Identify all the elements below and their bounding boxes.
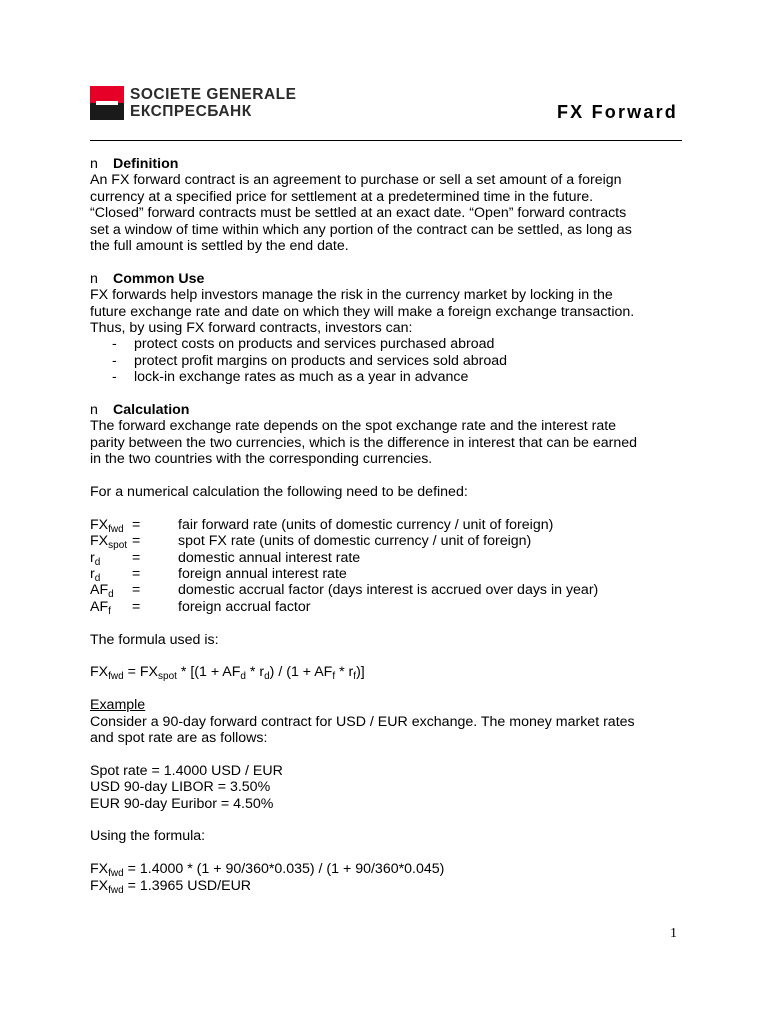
bullet: n — [90, 270, 98, 287]
variable-definition: $r_d$ = foreign annual interest rate — [90, 566, 347, 585]
calculation-intro: For a numerical calculation the following need to be defined: — [90, 484, 468, 501]
header-rule — [90, 140, 682, 141]
rate-line: EUR 90-day Euribor = 4.50% — [90, 795, 274, 812]
variable-definition: $r_d$ = domestic annual interest rate — [90, 549, 361, 568]
calculation-heading: n Calculation — [90, 402, 190, 419]
document-body — [90, 156, 690, 894]
list-item: - lock-in exchange rates as much as a year in advance — [112, 369, 469, 386]
rate-line: Spot rate = 1.4000 USD / EUR — [90, 762, 283, 779]
logo-mark-icon — [90, 86, 124, 120]
fx-forward-formula: $FX_{fwd} = FX_{spot} * [(1 + AF_d * r_d) / (1 + AF_f * r_f)]$ — [90, 664, 365, 683]
using-formula-line: Using the formula: — [90, 828, 206, 845]
formula-intro: The formula used is: — [90, 631, 219, 648]
variable-definition: $FX_{spot}$ = spot FX rate (units of domestic currency / unit of foreign) — [90, 533, 532, 552]
common-use-line: FX forwards help investors manage the risk in the currency market by locking in the — [90, 287, 613, 304]
definition-heading: n Definition — [90, 156, 179, 172]
calculation-line: parity between the two currencies, which is the difference in interest that can be earned — [90, 434, 638, 451]
variable-definition: $AF_f$ = foreign accrual factor — [90, 598, 311, 617]
example-line: Consider a 90-day forward contract for USD / EUR exchange. The money market rates — [90, 713, 635, 730]
common-use-heading: n Common Use — [90, 270, 205, 287]
result-line: $FX_{fwd} = 1.4000 * (1 + 90/360*0.035) / (1 + 90/360*0.045)$ — [90, 861, 445, 880]
bullet: n — [90, 156, 98, 172]
result-line: $FX_{fwd} = 1.3965$ USD/EUR — [90, 877, 252, 896]
variable-definition: $FX_{fwd}$ = fair forward rate (units of domestic currency / unit of foreign) — [90, 516, 554, 535]
rate-line: USD 90-day LIBOR = 3.50% — [90, 779, 271, 796]
example-heading: Example — [90, 697, 146, 714]
page-number: 1 — [670, 926, 677, 941]
example-line: and spot rate are as follows: — [90, 730, 268, 747]
definition-line: currency at a specified price for settlement at a predetermined time in the future. — [90, 188, 594, 205]
societe-generale-logo — [90, 86, 340, 122]
common-use-line: Thus, by using FX forward contracts, investors can: — [90, 320, 413, 337]
list-item: - protect costs on products and services purchased abroad — [112, 336, 495, 353]
definition-line: An FX forward contract is an agreement to purchase or sell a set amount of a foreign — [90, 172, 622, 189]
definition-line: “Closed” forward contracts must be settled at an exact date. “Open” forward contracts — [90, 205, 627, 222]
definition-line: the full amount is settled by the end date. — [90, 238, 349, 255]
logo-line2: ЕКСПРЕСБАНК — [130, 103, 252, 120]
logo-line1: SOCIETE GENERALE — [130, 86, 297, 103]
document-title: FX Forward — [556, 102, 678, 122]
common-use-line: future exchange rate and date on which they will make a foreign exchange transaction. — [90, 303, 635, 320]
calculation-line: in the two countries with the corresponding currencies. — [90, 451, 433, 468]
variable-definition: $AF_d$ = domestic accrual factor (days interest is accrued over days in year) — [90, 582, 599, 601]
list-item: - protect profit margins on products and services sold abroad — [112, 352, 508, 369]
definition-line: set a window of time within which any portion of the contract can be settled, as long as — [90, 221, 632, 238]
bullet: n — [90, 402, 98, 419]
common-use-list — [90, 336, 690, 385]
calculation-line: The forward exchange rate depends on the spot exchange rate and the interest rate — [90, 418, 617, 435]
